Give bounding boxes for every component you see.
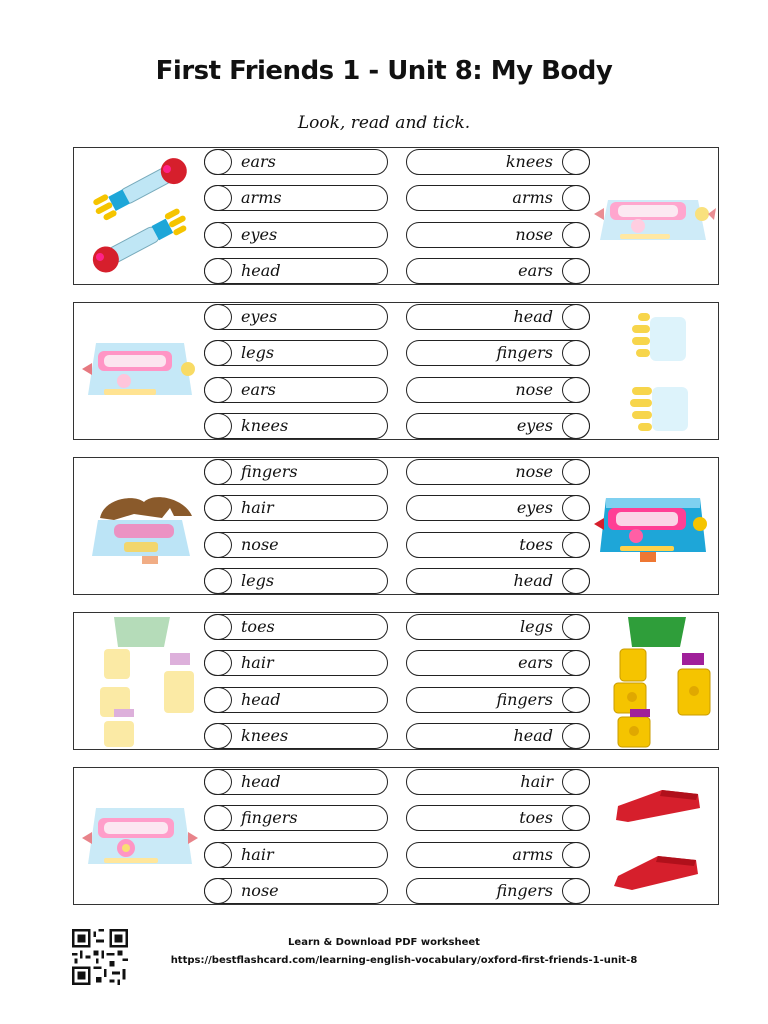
word-label: head — [241, 261, 281, 280]
word-option — [406, 413, 590, 439]
word-option — [204, 723, 388, 749]
word-option — [406, 769, 590, 795]
tick-circle[interactable] — [562, 650, 590, 676]
word-label: nose — [515, 380, 553, 399]
robot-legs-icon — [588, 613, 718, 749]
tick-circle[interactable] — [562, 805, 590, 831]
word-label: nose — [515, 225, 553, 244]
tick-circle[interactable] — [204, 222, 232, 248]
word-label: ears — [518, 261, 553, 280]
tick-circle[interactable] — [562, 878, 590, 904]
word-option — [204, 687, 388, 713]
word-label: head — [241, 772, 281, 791]
word-label: ears — [518, 653, 553, 672]
word-label: hair — [241, 498, 274, 517]
word-label: toes — [241, 617, 275, 636]
word-label: hair — [520, 772, 553, 791]
tick-circle[interactable] — [562, 769, 590, 795]
word-option — [204, 413, 388, 439]
footer-url[interactable]: https://bestflashcard.com/learning-english-vocabulary/oxford-first-friends-1-unit-8 — [170, 955, 638, 966]
word-label: eyes — [516, 416, 553, 435]
word-option — [204, 377, 388, 403]
word-option — [204, 532, 388, 558]
tick-circle[interactable] — [204, 805, 232, 831]
word-label: head — [241, 690, 281, 709]
tick-circle[interactable] — [204, 650, 232, 676]
word-label: arms — [512, 188, 553, 207]
robot-arms-icon — [74, 148, 204, 284]
word-label: knees — [505, 152, 553, 171]
tick-circle[interactable] — [204, 377, 232, 403]
word-label: nose — [241, 881, 279, 900]
tick-circle[interactable] — [562, 495, 590, 521]
tick-circle[interactable] — [562, 304, 590, 330]
robot-feet-icon — [588, 768, 718, 904]
tick-circle[interactable] — [562, 340, 590, 366]
tick-circle[interactable] — [204, 769, 232, 795]
word-option — [204, 149, 388, 175]
word-label: fingers — [496, 690, 553, 709]
word-label: fingers — [241, 808, 298, 827]
word-label: nose — [515, 462, 553, 481]
tick-circle[interactable] — [562, 687, 590, 713]
word-option — [406, 304, 590, 330]
word-option — [204, 842, 388, 868]
robot-head-icon — [74, 768, 204, 904]
tick-circle[interactable] — [562, 568, 590, 594]
word-option — [204, 878, 388, 904]
tick-circle[interactable] — [204, 878, 232, 904]
tick-circle[interactable] — [562, 413, 590, 439]
word-label: hair — [241, 845, 274, 864]
tick-circle[interactable] — [204, 459, 232, 485]
word-option — [204, 495, 388, 521]
exercise-section-1 — [73, 147, 719, 285]
word-option — [204, 650, 388, 676]
tick-circle[interactable] — [562, 149, 590, 175]
word-option — [204, 769, 388, 795]
word-option — [406, 687, 590, 713]
robot-head-icon — [588, 458, 718, 594]
word-label: hair — [241, 653, 274, 672]
word-label: toes — [519, 808, 553, 827]
word-label: knees — [241, 416, 289, 435]
tick-circle[interactable] — [204, 413, 232, 439]
tick-circle[interactable] — [562, 614, 590, 640]
word-option — [406, 185, 590, 211]
exercise-section-2 — [73, 302, 719, 440]
word-label: legs — [519, 617, 553, 636]
tick-circle[interactable] — [562, 377, 590, 403]
tick-circle[interactable] — [204, 149, 232, 175]
word-label: legs — [241, 343, 275, 362]
word-label: ears — [241, 380, 276, 399]
footer-caption: Learn & Download PDF worksheet — [288, 937, 480, 948]
word-label: head — [513, 307, 553, 326]
tick-circle[interactable] — [204, 340, 232, 366]
tick-circle[interactable] — [562, 258, 590, 284]
word-label: nose — [241, 535, 279, 554]
exercise-section-4 — [73, 612, 719, 750]
word-option — [204, 185, 388, 211]
word-label: eyes — [516, 498, 553, 517]
word-option — [406, 340, 590, 366]
word-option — [406, 842, 590, 868]
word-option — [406, 377, 590, 403]
tick-circle[interactable] — [562, 842, 590, 868]
word-option — [406, 149, 590, 175]
word-option — [204, 614, 388, 640]
word-label: arms — [512, 845, 553, 864]
word-option — [204, 222, 388, 248]
robot-hands-icon — [588, 303, 718, 439]
tick-circle[interactable] — [204, 687, 232, 713]
word-label: head — [513, 726, 553, 745]
page-title: First Friends 1 - Unit 8: My Body — [155, 56, 613, 86]
tick-circle[interactable] — [204, 304, 232, 330]
word-option — [204, 568, 388, 594]
word-label: legs — [241, 571, 275, 590]
word-label: eyes — [241, 225, 278, 244]
robot-head-icon — [74, 303, 204, 439]
tick-circle[interactable] — [204, 842, 232, 868]
word-label: arms — [241, 188, 282, 207]
word-option — [406, 650, 590, 676]
tick-circle[interactable] — [204, 614, 232, 640]
word-label: ears — [241, 152, 276, 171]
word-label: head — [513, 571, 553, 590]
tick-circle[interactable] — [562, 459, 590, 485]
word-label: knees — [241, 726, 289, 745]
tick-circle[interactable] — [204, 258, 232, 284]
robot-head-with-hair-icon — [74, 458, 204, 594]
word-option — [204, 340, 388, 366]
word-option — [204, 459, 388, 485]
robot-head-icon — [588, 148, 718, 284]
word-option — [204, 304, 388, 330]
tick-circle[interactable] — [562, 185, 590, 211]
tick-circle[interactable] — [204, 723, 232, 749]
exercise-section-5 — [73, 767, 719, 905]
word-option — [204, 258, 388, 284]
word-option — [406, 878, 590, 904]
word-label: fingers — [496, 881, 553, 900]
word-label: toes — [519, 535, 553, 554]
word-option — [406, 495, 590, 521]
tick-circle[interactable] — [204, 568, 232, 594]
word-option — [406, 805, 590, 831]
robot-legs-icon — [74, 613, 204, 749]
word-option — [406, 258, 590, 284]
word-option — [406, 222, 590, 248]
word-option — [204, 805, 388, 831]
tick-circle[interactable] — [204, 185, 232, 211]
instruction: Look, read and tick. — [297, 113, 471, 133]
tick-circle[interactable] — [204, 532, 232, 558]
exercise-section-3 — [73, 457, 719, 595]
word-option — [406, 568, 590, 594]
word-label: eyes — [241, 307, 278, 326]
tick-circle[interactable] — [204, 495, 232, 521]
tick-circle[interactable] — [562, 532, 590, 558]
word-option — [406, 723, 590, 749]
tick-circle[interactable] — [562, 723, 590, 749]
word-label: fingers — [496, 343, 553, 362]
word-option — [406, 532, 590, 558]
tick-circle[interactable] — [562, 222, 590, 248]
word-option — [406, 614, 590, 640]
word-label: fingers — [241, 462, 298, 481]
word-option — [406, 459, 590, 485]
